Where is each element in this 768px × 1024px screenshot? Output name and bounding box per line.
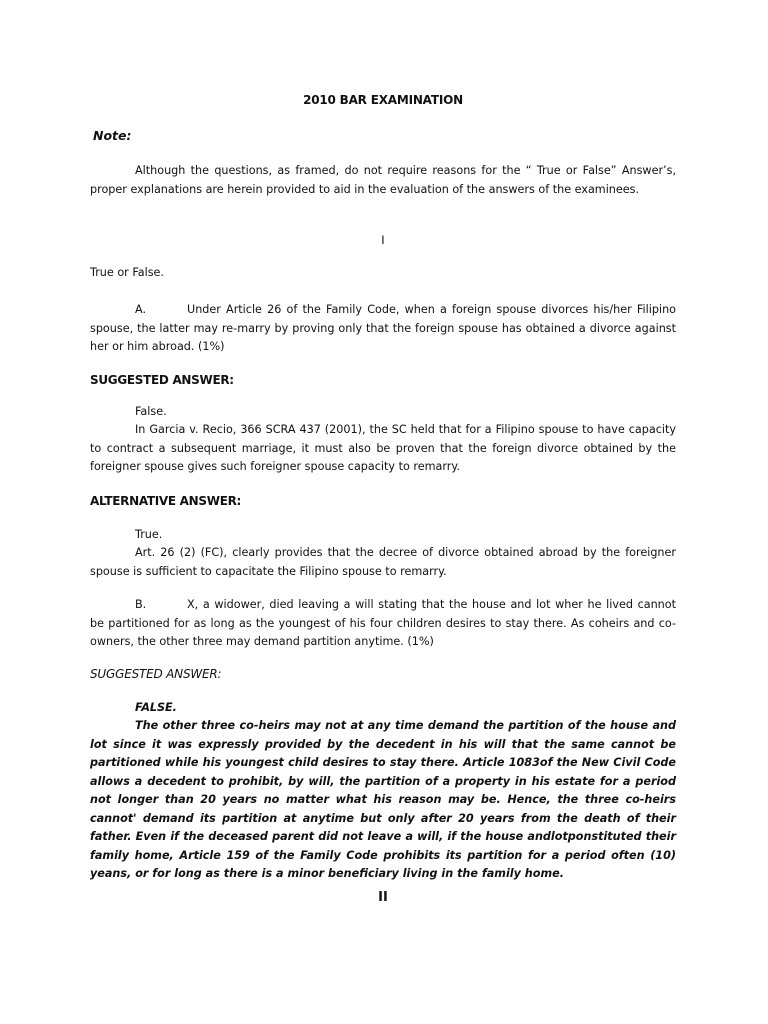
question-a-letter: A. [135, 303, 147, 316]
suggested-answer-a-verdict: False. [135, 405, 167, 418]
suggested-answer-heading: SUGGESTED ANSWER: [90, 373, 234, 387]
alternative-answer-heading: ALTERNATIVE ANSWER: [90, 494, 242, 508]
question-b-letter: B. [135, 598, 147, 611]
question-b-text: X, a widower, died leaving a will stating that the house and lot wher he lived cannot be partitioned for as long as the youngest of his four children desires to stay there. As coheirs and co-owners, the other three may demand partition anytime. (1%) [90, 598, 676, 648]
suggested-answer-a-text: In Garcia v. Recio, 366 SCRA 437 (2001), the SC held that for a Filipino spouse to have capacity to contract a subsequent marriage, it must also be proven that the foreign divorce obtained by the foreigner spouse gives such foreigner spouse capacity to remarry. [90, 423, 676, 473]
suggested-answer-b-verdict: FALSE. [135, 701, 177, 714]
instruction-text: True or False. [90, 266, 164, 279]
alternative-answer-text: Art. 26 (2) (FC), clearly provides that the decree of divorce obtained abroad by the foreigner spouse is sufficient to capacitate the Filipino spouse to remarry. [90, 546, 676, 578]
note-paragraph: Although the questions, as framed, do not require reasons for the “ True or False” Answer’s, proper explanations are herein provided to aid in the evaluation of the answers of the examinees. [90, 164, 676, 196]
question-b [90, 596, 676, 652]
section-numeral-two: II [378, 890, 388, 905]
question-a [90, 301, 676, 357]
suggested-answer-b-text: The other three co-heirs may not at any time demand the partition of the house and lot since it was expressly provided by the decedent in his will that the same cannot be partitioned while his youngest child desires to stay there. Article 1083of the New Civil Code allows a decedent to prohibit, by will, the partition of a property in his estate for a period not longer than 20 years no matter what his reason may be. Hence, the three co-heirs cannot' demand its partition at anytime but only after 20 years from the death of their father. Even if the deceased parent did not leave a will, if the house andlotponstituted their family home, Article 159 of the Family Code prohibits its partition for a period often (10) yeans, or for long as there is a minor beneficiary living in the family home. [90, 719, 676, 880]
alternative-answer-verdict: True. [135, 528, 163, 541]
note-label: Note: [93, 128, 132, 143]
suggested-answer-heading-b: SUGGESTED ANSWER: [90, 667, 222, 681]
section-numeral-one: I [381, 233, 385, 247]
question-a-text: Under Article 26 of the Family Code, when a foreign spouse divorces his/her Filipino spouse, the latter may re-marry by proving only that the foreign spouse has obtained a divorce against her or him abroad. (1%) [90, 303, 676, 353]
page-title: 2010 BAR EXAMINATION [303, 93, 463, 107]
